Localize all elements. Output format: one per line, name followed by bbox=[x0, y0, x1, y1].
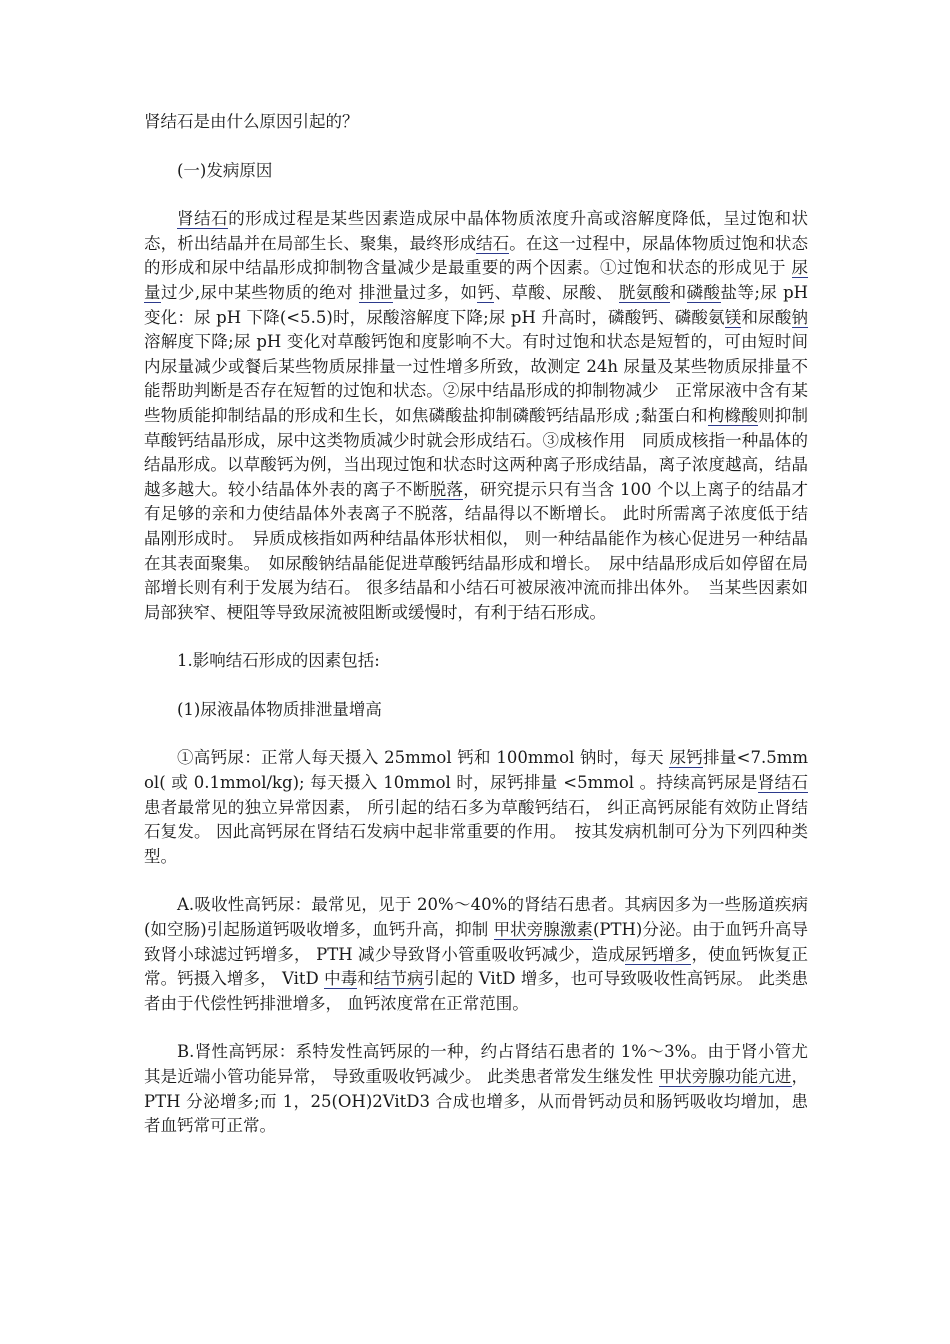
section-heading-causes: (一)发病原因 bbox=[177, 160, 273, 180]
text-run: B.肾性高钙尿：系特发性高钙尿的一种，约占肾结石患者的 1%～3%。由于肾小管尤其是近端小管功能异常， 导致重吸收钙减少。 此类患者常发生继发性 bbox=[144, 1042, 808, 1086]
text-run: ，PTH 分泌增多;而 1，25(OH)2VitD3 合成也增多，从而骨钙动员和肠钙吸收均增加，患者血钙常可正常。 bbox=[144, 1067, 808, 1136]
text-run: 过少,尿中某些物质的绝对 bbox=[160, 282, 359, 302]
link-kidney-stone-2[interactable]: 肾结石 bbox=[757, 773, 809, 793]
link-poisoning[interactable]: 中毒 bbox=[324, 969, 358, 989]
link-urine-volume[interactable]: 尿量 bbox=[144, 258, 808, 302]
text-run: ，研究提示只有当含 100 个以上离子的结晶才有足够的亲和力使结晶体外表离子不脱落，结晶得以不断增长。 此时所需离子浓度低于结晶刚形成时。 异质成核指如两种结晶体形状相似， 则一种结晶能作为核心促进另一种结晶在其表面聚集。 如尿酸钠结晶能促进草酸钙结晶形成和增长。 尿中结晶形成后如停留在局部增长则有利于发展为结石。 很多结晶和小结石可被尿液冲流而排出体外。 当某些因素如局部狭窄、梗阻等导致尿流被阻断或缓慢时，有利于结石形成。 bbox=[144, 479, 809, 622]
text-run: 排量<7.5mmol( 或 0.1mmol/kg); 每天摄入 10mmol 时，尿钙排量 <5mmol 。持续高钙尿是 bbox=[144, 748, 809, 793]
text-run: 引起的 VitD 增多，也可导致吸收性高钙尿。 此类患者由于代偿性钙排泄增多， 血钙浓度常在正常范围。 bbox=[144, 969, 809, 1013]
paragraph-formation-process bbox=[144, 207, 808, 625]
link-parathyroid-hormone[interactable]: 甲状旁腺激素 bbox=[493, 920, 593, 940]
link-phosphoric-acid[interactable]: 磷酸 bbox=[686, 282, 721, 302]
link-excretion[interactable]: 排泄 bbox=[358, 282, 393, 302]
text-run: A.吸收性高钙尿：最常见，见于 20%～40%的肾结石患者。其病因多为一些肠道疾病(如空肠)引起肠道钙吸收增多，血钙升高，抑制 bbox=[144, 895, 808, 940]
link-kidney-stone[interactable]: 肾结石 bbox=[177, 209, 229, 229]
link-magnesium[interactable]: 镁 bbox=[724, 307, 742, 327]
text-run: ①高钙尿：正常人每天摄入 25mmol 钙和 100mmol 钠时，每天 bbox=[177, 748, 670, 768]
paragraph-renal-hypercalciuria bbox=[144, 1040, 808, 1138]
text-run: 量过多，如 bbox=[392, 282, 478, 302]
link-increased-urine-calcium[interactable]: 尿钙增多 bbox=[624, 944, 692, 964]
text-run: 、草酸、尿酸、 bbox=[494, 282, 619, 302]
text-run: 则抑制草酸钙结晶形成，尿中这类物质减少时就会形成结石。③成核作用 同质成核指一种晶体的结晶形成。以草酸钙为例，当出现过饱和状态时这两种离子形成结晶，离子浓度越高，结晶越多越大。较小结晶体外表的离子不断 bbox=[144, 405, 808, 499]
link-shedding[interactable]: 脱落 bbox=[429, 479, 464, 499]
text-run: 溶解度下降;尿 pH 变化对草酸钙饱和度影响不大。有时过饱和状态是短暂的，可由短时间内尿量减少或餐后某些物质尿排量一过性增多所致，故测定 24h 尿量及某些物质尿排量不能帮助判断是否存在短暂的过饱和状态。②尿中结晶形成的抑制物减少 正常尿液中含有某些物质能抑制结晶的形成和生长，如焦磷酸盐抑制磷酸钙结晶形成 ;黏蛋白和 bbox=[144, 332, 808, 425]
text-run: ，使血钙恢复正常。钙摄入增多， VitD bbox=[144, 944, 808, 989]
link-hyperparathyroidism[interactable]: 甲状旁腺功能亢进 bbox=[658, 1067, 792, 1086]
link-cystine[interactable]: 胱氨酸 bbox=[618, 282, 670, 302]
document-title: 肾结石是由什么原因引起的？ bbox=[144, 112, 359, 131]
link-sarcoidosis[interactable]: 结节病 bbox=[373, 969, 424, 989]
link-citric-acid[interactable]: 枸橼酸 bbox=[707, 405, 759, 425]
heading-influencing-factors: 1.影响结石形成的因素包括: bbox=[177, 651, 380, 671]
text-run: 和 bbox=[669, 282, 687, 302]
text-run: 患者最常见的独立异常因素， 所引起的结石多为草酸钙结石， 纠正高钙尿能有效防止肾结石复发。 因此高钙尿在肾结石发病中起非常重要的作用。 按其发病机制可分为下列四种类型。 bbox=[144, 797, 808, 866]
text-run: 。在这一过程中，尿晶体物质过饱和状态的形成和尿中结晶形成抑制物含量减少是最重要的两个因素。①过饱和状态的形成见于 bbox=[144, 233, 809, 278]
link-urine-calcium[interactable]: 尿钙 bbox=[669, 748, 704, 768]
paragraph-hypercalciuria bbox=[144, 746, 808, 869]
text-run: (PTH)分泌。由于血钙升高导致肾小球滤过钙增多， PTH 减少导致肾小管重吸收钙减少，造成 bbox=[144, 920, 808, 964]
link-stone[interactable]: 结石 bbox=[476, 233, 510, 253]
document-body bbox=[144, 110, 808, 1139]
link-sodium[interactable]: 钠 bbox=[791, 307, 809, 327]
link-calcium[interactable]: 钙 bbox=[477, 282, 495, 302]
text-run: 盐等;尿 pH 变化：尿 pH 下降(<5.5)时，尿酸溶解度下降;尿 pH 升高时，磷酸钙、磷酸氨 bbox=[144, 282, 809, 327]
text-run: 和 bbox=[357, 969, 374, 989]
text-run: 和尿酸 bbox=[741, 307, 792, 327]
text-run: 的形成过程是某些因素造成尿中晶体物质浓度升高或溶解度降低，呈过饱和状态，析出结晶并在局部生长、聚集，最终形成 bbox=[144, 209, 809, 253]
heading-urine-crystal-excretion: (1)尿液晶体物质排泄量增高 bbox=[177, 699, 382, 719]
paragraph-absorptive-hypercalciuria bbox=[144, 893, 808, 1016]
